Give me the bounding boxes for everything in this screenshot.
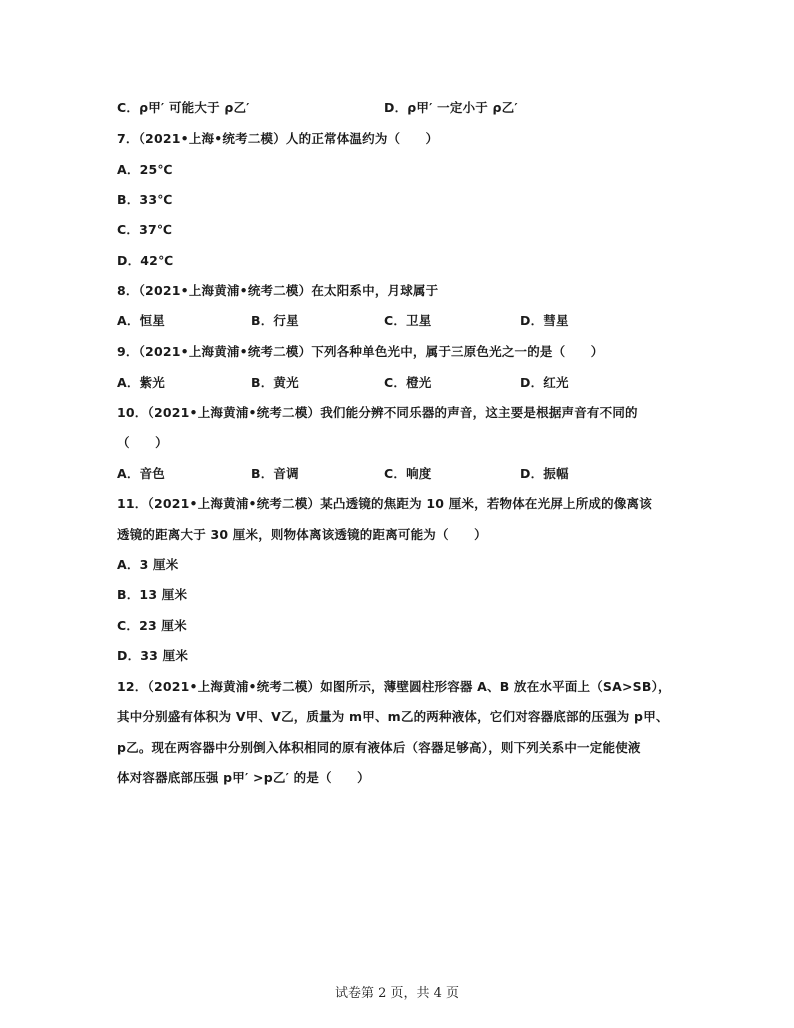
q6-option-d: D．ρ甲′ 一定小于 ρ乙′ [384, 100, 518, 115]
q11-stem-line2: 透镜的距离大于 30 厘米，则物体离该透镜的距离可能为（ ） [117, 527, 487, 542]
q11-stem-line1: 11．（2021•上海黄浦•统考二模）某凸透镜的焦距为 10 厘米，若物体在光屏上所成的像离该 [117, 496, 652, 511]
q9-option-d: D．红光 [520, 375, 569, 390]
q7-option-d: D．42℃ [117, 253, 174, 268]
q9-stem: 9．（2021•上海黄浦•统考二模）下列各种单色光中，属于三原色光之一的是（ ） [117, 344, 604, 359]
q11-option-c: C．23 厘米 [117, 618, 187, 633]
q11-option-a: A．3 厘米 [117, 557, 179, 572]
q6-option-c: C．ρ甲′ 可能大于 ρ乙′ [117, 100, 250, 115]
q10-stem-line2: （ ） [117, 435, 168, 450]
q12-stem-line4: 体对容器底部压强 p甲′ >p乙′ 的是（ ） [117, 770, 370, 785]
q7-option-a: A．25℃ [117, 162, 173, 177]
q12-stem-line2: 其中分别盛有体积为 V甲、V乙，质量为 m甲、m乙的两种液体，它们对容器底部的压强为 p甲、 [117, 709, 669, 724]
q9-option-a: A．紫光 [117, 375, 165, 390]
q9-option-c: C．橙光 [384, 375, 432, 390]
q8-stem: 8．（2021•上海黄浦•统考二模）在太阳系中，月球属于 [117, 283, 439, 298]
q7-stem: 7．（2021•上海•统考二模）人的正常体温约为（ ） [117, 131, 439, 146]
q10-option-b: B．音调 [251, 466, 299, 481]
q7-option-b: B．33℃ [117, 192, 173, 207]
q8-option-a: A．恒星 [117, 313, 165, 328]
q8-option-c: C．卫星 [384, 313, 432, 328]
q8-option-b: B．行星 [251, 313, 299, 328]
q10-option-a: A．音色 [117, 466, 165, 481]
q12-stem-line3: p乙。现在两容器中分别倒入体积相同的原有液体后（容器足够高），则下列关系中一定能使液 [117, 740, 641, 755]
q8-option-d: D．彗星 [520, 313, 569, 328]
q10-stem-line1: 10．（2021•上海黄浦•统考二模）我们能分辨不同乐器的声音，这主要是根据声音有不同的 [117, 405, 638, 420]
q7-option-c: C．37℃ [117, 222, 173, 237]
q10-option-d: D．振幅 [520, 466, 569, 481]
q9-option-b: B．黄光 [251, 375, 299, 390]
q12-stem-line1: 12．（2021•上海黄浦•统考二模）如图所示，薄壁圆柱形容器 A、B 放在水平面上（SA>SB）， [117, 679, 671, 694]
q11-option-d: D．33 厘米 [117, 648, 189, 663]
q11-option-b: B．13 厘米 [117, 587, 188, 602]
q10-option-c: C．响度 [384, 466, 432, 481]
page-footer: 试卷第 2 页，共 4 页 [334, 986, 460, 1001]
